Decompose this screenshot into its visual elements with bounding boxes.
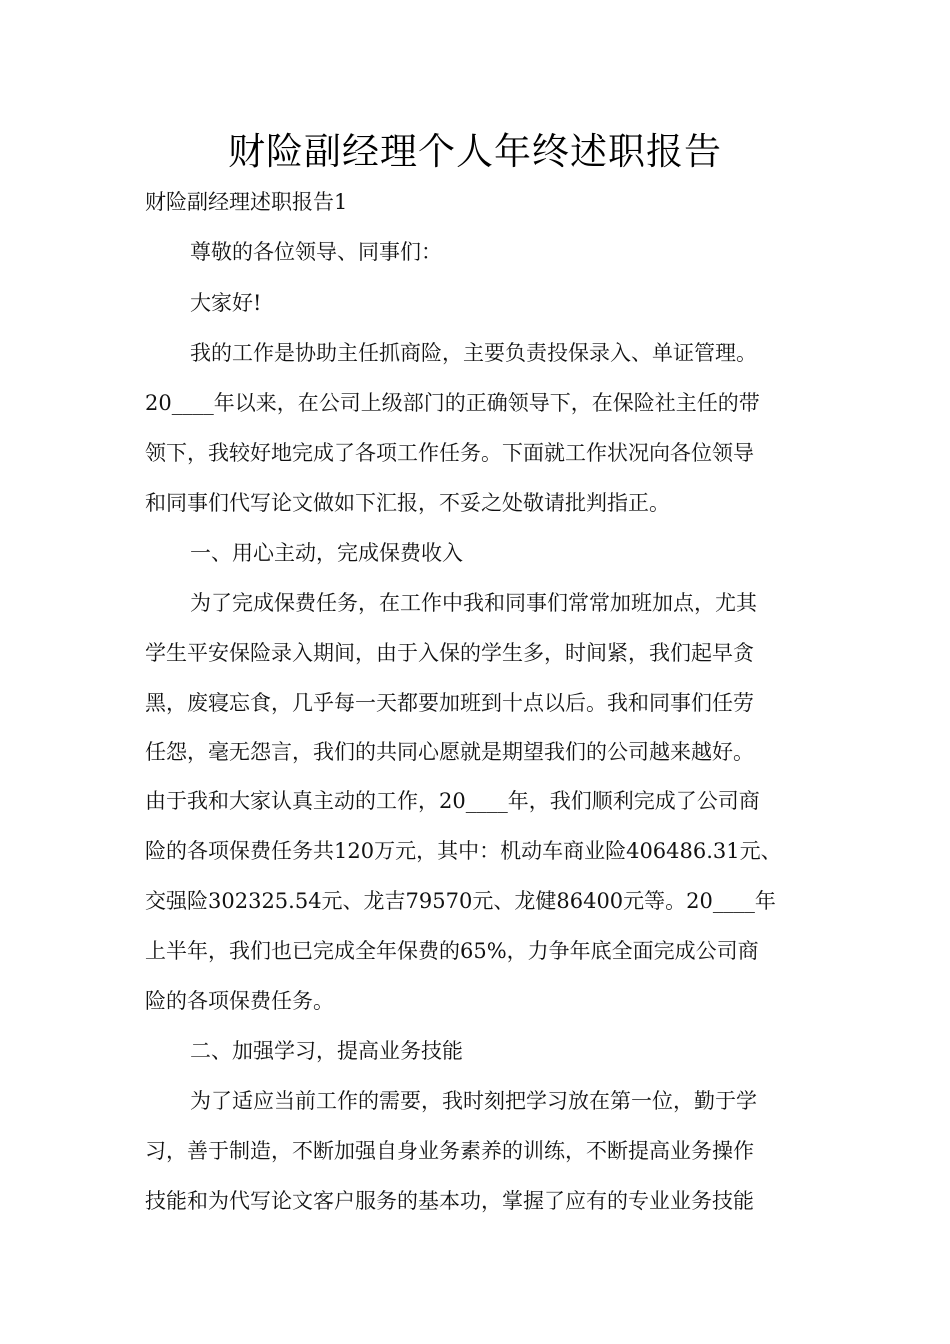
paragraph-line: 险的各项保费任务。 xyxy=(145,989,334,1013)
paragraph-line: 为了完成保费任务，在工作中我和同事们常常加班加点，尤其 xyxy=(190,591,757,615)
paragraph-line: 我的工作是协助主任抓商险，主要负责投保录入、单证管理。 xyxy=(190,341,757,365)
paragraph-line: 技能和为代写论文客户服务的基本功，掌握了应有的专业业务技能 xyxy=(145,1189,754,1213)
document-subtitle: 财险副经理述职报告1 xyxy=(145,190,348,214)
paragraph-line: 任怨，毫无怨言，我们的共同心愿就是期望我们的公司越来越好。 xyxy=(145,740,754,764)
section-heading: 一、用心主动，完成保费收入 xyxy=(190,541,463,565)
paragraph-line: 由于我和大家认真主动的工作，20____年，我们顺利完成了公司商 xyxy=(145,789,760,813)
salutation-line: 尊敬的各位领导、同事们： xyxy=(190,240,442,264)
paragraph-line: 险的各项保费任务共120万元，其中：机动车商业险406486.31元、 xyxy=(145,839,782,863)
paragraph-line: 习，善于制造，不断加强自身业务素养的训练，不断提高业务操作 xyxy=(145,1139,754,1163)
document-title: 财险副经理个人年终述职报告 xyxy=(228,130,722,173)
paragraph-line: 上半年，我们也已完成全年保费的65%，力争年底全面完成公司商 xyxy=(145,939,759,963)
paragraph-line: 领下，我较好地完成了各项工作任务。下面就工作状况向各位领导 xyxy=(145,441,754,465)
paragraph-line: 20____年以来，在公司上级部门的正确领导下，在保险社主任的带 xyxy=(145,391,760,415)
paragraph-line: 交强险302325.54元、龙吉79570元、龙健86400元等。20____年 xyxy=(145,889,776,913)
section-heading: 二、加强学习，提高业务技能 xyxy=(190,1039,463,1063)
greeting-line: 大家好! xyxy=(190,291,262,315)
paragraph-line: 和同事们代写论文做如下汇报，不妥之处敬请批判指正。 xyxy=(145,491,670,515)
paragraph-line: 为了适应当前工作的需要，我时刻把学习放在第一位，勤于学 xyxy=(190,1089,757,1113)
paragraph-line: 黑，废寝忘食，几乎每一天都要加班到十点以后。我和同事们任劳 xyxy=(145,691,754,715)
paragraph-line: 学生平安保险录入期间，由于入保的学生多，时间紧，我们起早贪 xyxy=(145,641,754,665)
